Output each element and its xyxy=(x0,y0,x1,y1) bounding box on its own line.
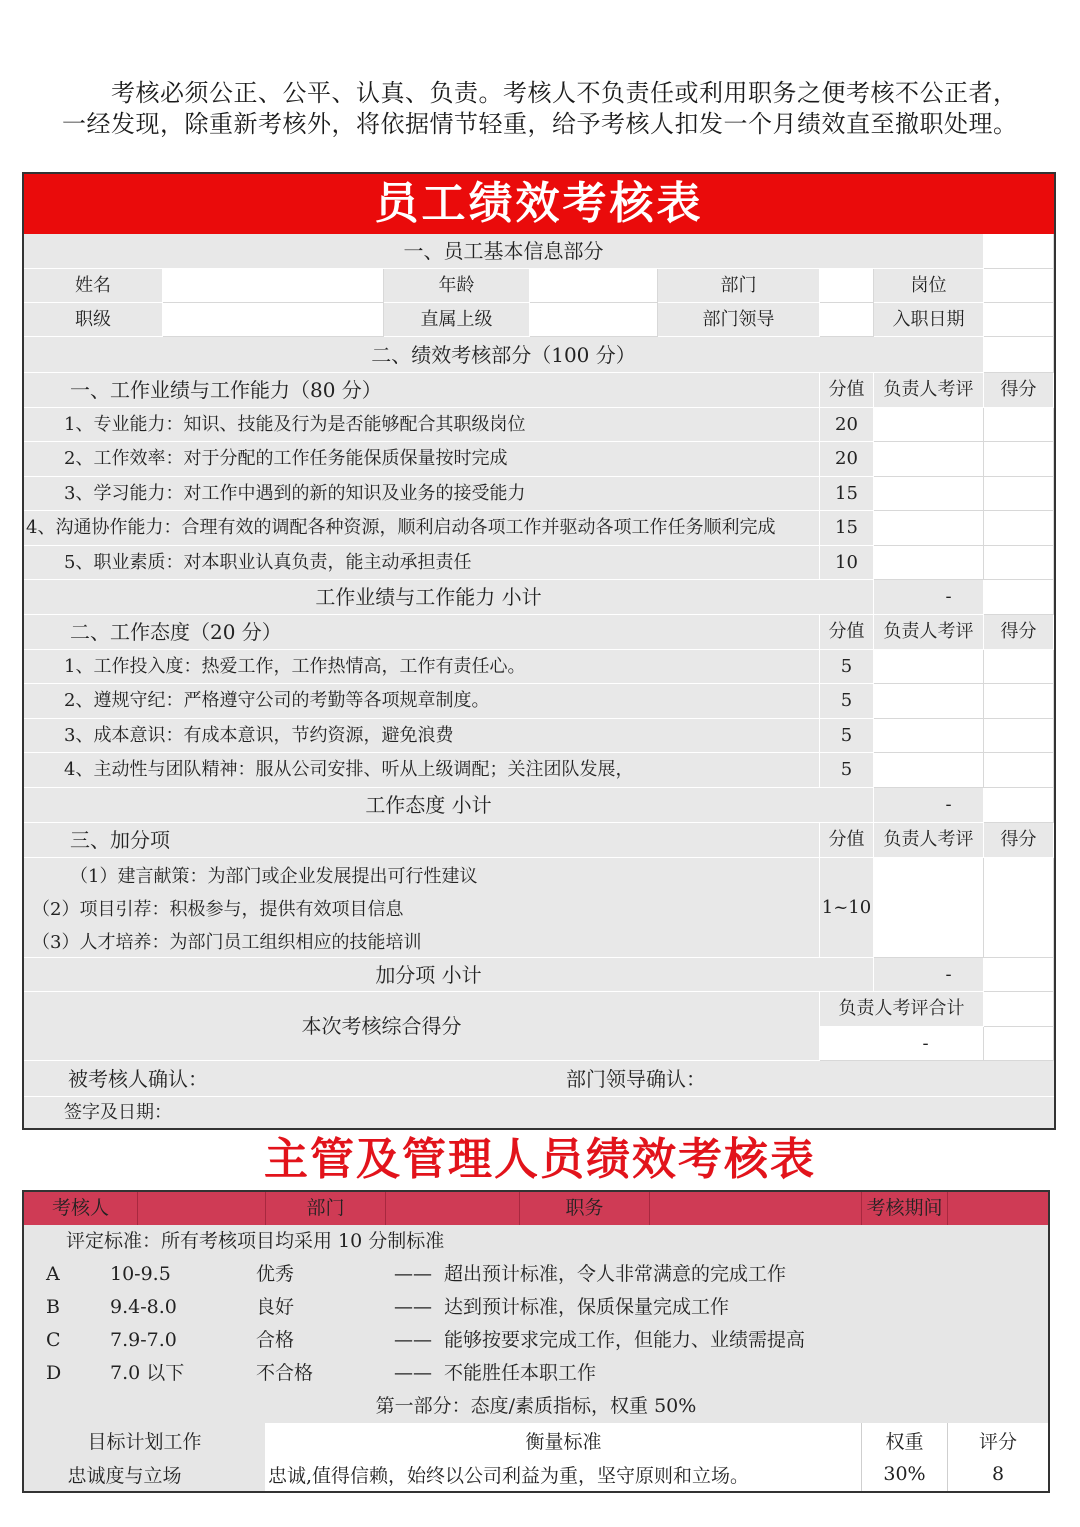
result-input[interactable] xyxy=(984,580,1054,615)
total-review-label: 负责人考评合计 xyxy=(820,992,984,1027)
review-column-header: 负责人考评 xyxy=(874,823,984,858)
group2-header: 二、工作态度（20 分） xyxy=(24,615,820,650)
grade-description: 超出预计标准，令人非常满意的完成工作 xyxy=(444,1263,787,1285)
grade-description: 不能胜任本职工作 xyxy=(444,1362,597,1384)
group1-subtotal-value: - xyxy=(874,580,984,615)
result-column-header: 得分 xyxy=(984,615,1054,650)
department-field[interactable] xyxy=(820,269,874,303)
result-input[interactable] xyxy=(984,511,1054,546)
item-score: 15 xyxy=(820,477,874,511)
item-score: 15 xyxy=(820,511,874,546)
age-field[interactable] xyxy=(530,269,658,303)
dept-leader-label: 部门领导 xyxy=(658,303,820,337)
item-discipline: 2、遵规守纪：严格遵守公司的考勤等各项规章制度。 xyxy=(24,684,820,719)
loyalty-weight: 30% xyxy=(862,1457,948,1491)
grade-description: 达到预计标准，保质保量完成工作 xyxy=(444,1296,730,1318)
review-input[interactable] xyxy=(874,442,984,477)
grade-dash: —— xyxy=(394,1296,432,1318)
grade-range: 7.0 以下 xyxy=(110,1362,185,1384)
table2-header-row xyxy=(24,1192,1048,1225)
bonus-item-referral: （2）项目引荐：积极参与，提供有效项目信息 xyxy=(32,899,404,920)
blank-cell xyxy=(386,1192,520,1225)
item-professional-ability: 1、专业能力：知识、技能及行为是否能够配合其职级岗位 xyxy=(24,408,820,442)
review-input[interactable] xyxy=(874,858,984,958)
blank-cell xyxy=(984,234,1054,269)
grade-name: 优秀 xyxy=(256,1263,295,1285)
group3-header: 三、加分项 xyxy=(24,823,820,858)
item-teamwork: 4、主动性与团队精神：服从公司安排、听从上级调配；关注团队发展， xyxy=(24,753,820,788)
result-input[interactable] xyxy=(984,719,1054,753)
review-input[interactable] xyxy=(874,408,984,442)
hire-date-label: 入职日期 xyxy=(874,303,984,337)
grade-range: 10-9.5 xyxy=(110,1263,171,1285)
result-input[interactable] xyxy=(984,546,1054,580)
review-input[interactable] xyxy=(874,477,984,511)
review-input[interactable] xyxy=(874,753,984,788)
review-column-header: 负责人考评 xyxy=(874,373,984,408)
supervisor-field[interactable] xyxy=(530,303,658,337)
grade-dash: —— xyxy=(394,1362,432,1384)
grade-dash: —— xyxy=(394,1263,432,1285)
result-input[interactable] xyxy=(984,992,1054,1027)
intro-paragraph: 考核必须公正、公平、认真、负责。考核人不负责任或利用职务之便考核不公正者，一经发现，除重新考核外，将依据情节轻重，给予考核人扣发一个月绩效直至撤职处理。 xyxy=(62,79,1018,138)
manager-performance-table xyxy=(22,1190,1050,1493)
supervisor-label: 直属上级 xyxy=(384,303,530,337)
weight-column-header: 权重 xyxy=(862,1423,948,1457)
group1-header: 一、工作业绩与工作能力（80 分） xyxy=(24,373,820,408)
post-label: 岗位 xyxy=(874,269,984,303)
sign-date-label: 签字及日期： xyxy=(24,1097,1054,1128)
grade-range: 7.9-7.0 xyxy=(110,1329,177,1351)
item-score: 5 xyxy=(820,753,874,788)
result-input[interactable] xyxy=(984,442,1054,477)
grade-description: 能够按要求完成工作，但能力、业绩需提高 xyxy=(444,1329,806,1351)
item-communication: 4、沟通协作能力：合理有效的调配各种资源，顺利启动各项工作并驱动各项工作任务顺利完成 xyxy=(24,511,820,546)
table1-title: 员工绩效考核表 xyxy=(24,174,1054,234)
review-input[interactable] xyxy=(874,546,984,580)
department-header: 部门 xyxy=(266,1192,386,1225)
group1-subtotal-label: 工作业绩与工作能力 小计 xyxy=(24,580,874,615)
employee-performance-table xyxy=(22,172,1056,1130)
group3-subtotal-label: 加分项 小计 xyxy=(24,958,874,992)
department-label: 部门 xyxy=(658,269,820,303)
bonus-score: 1~10 xyxy=(820,858,874,958)
name-field[interactable] xyxy=(163,269,384,303)
position-header: 职务 xyxy=(520,1192,650,1225)
loyalty-rating[interactable]: 8 xyxy=(948,1457,1048,1491)
criteria-title: 评定标准：所有考核项目均采用 10 分制标准 xyxy=(66,1230,445,1252)
review-input[interactable] xyxy=(874,719,984,753)
employee-confirm-label: 被考核人确认： xyxy=(24,1061,524,1097)
grade-name: 良好 xyxy=(256,1296,295,1318)
result-column-header: 得分 xyxy=(984,373,1054,408)
score-column-header: 分值 xyxy=(820,823,874,858)
item-score: 5 xyxy=(820,650,874,684)
grade-name: 不合格 xyxy=(256,1362,314,1384)
result-input[interactable] xyxy=(984,408,1054,442)
grade-letter: B xyxy=(46,1296,60,1318)
level-label: 职级 xyxy=(24,303,163,337)
basic-info-section-title: 一、员工基本信息部分 xyxy=(24,234,984,269)
blank-cell xyxy=(650,1192,862,1225)
result-input[interactable] xyxy=(984,858,1054,958)
standard-column-header: 衡量标准 xyxy=(266,1423,862,1457)
group2-subtotal-label: 工作态度 小计 xyxy=(24,788,874,823)
review-input[interactable] xyxy=(874,684,984,719)
item-score: 5 xyxy=(820,719,874,753)
blank-cell xyxy=(138,1192,266,1225)
result-input[interactable] xyxy=(984,958,1054,992)
target-column-header: 目标计划工作 xyxy=(24,1423,266,1457)
group3-subtotal-value: - xyxy=(874,958,984,992)
group2-subtotal-value: - xyxy=(874,788,984,823)
bonus-item-suggestion: （1）建言献策：为部门或企业发展提出可行性建议 xyxy=(70,866,478,887)
item-score: 5 xyxy=(820,684,874,719)
table2-title: 主管及管理人员绩效考核表 xyxy=(264,1134,816,1185)
grade-letter: A xyxy=(46,1263,60,1285)
grade-dash: —— xyxy=(394,1329,432,1351)
rating-column-header: 评分 xyxy=(948,1423,1048,1457)
item-cost-awareness: 3、成本意识：有成本意识，节约资源，避免浪费 xyxy=(24,719,820,753)
result-input[interactable] xyxy=(984,753,1054,788)
score-column-header: 分值 xyxy=(820,373,874,408)
item-engagement: 1、工作投入度：热爱工作，工作热情高，工作有责任心。 xyxy=(24,650,820,684)
total-score-label: 本次考核综合得分 xyxy=(24,992,820,1061)
item-professionalism: 5、职业素质：对本职业认真负责，能主动承担责任 xyxy=(24,546,820,580)
score-column-header: 分值 xyxy=(820,615,874,650)
name-label: 姓名 xyxy=(24,269,163,303)
dept-leader-field[interactable] xyxy=(820,303,874,337)
leader-confirm-label: 部门领导确认： xyxy=(524,1061,1054,1097)
total-review-value: - xyxy=(820,1027,984,1061)
grade-letter: D xyxy=(46,1362,62,1384)
blank-cell xyxy=(948,1192,1048,1225)
result-input[interactable] xyxy=(984,1027,1054,1061)
result-input[interactable] xyxy=(984,788,1054,823)
level-field[interactable] xyxy=(163,303,384,337)
result-input[interactable] xyxy=(984,650,1054,684)
review-input[interactable] xyxy=(874,511,984,546)
grade-range: 9.4-8.0 xyxy=(110,1296,177,1318)
item-score: 20 xyxy=(820,442,874,477)
hire-date-field[interactable] xyxy=(984,303,1054,337)
item-score: 20 xyxy=(820,408,874,442)
age-label: 年龄 xyxy=(384,269,530,303)
post-field[interactable] xyxy=(984,269,1054,303)
performance-section-title: 二、绩效考核部分（100 分） xyxy=(24,337,984,373)
bonus-item-training: （3）人才培养：为部门员工组织相应的技能培训 xyxy=(32,932,422,953)
item-score: 10 xyxy=(820,546,874,580)
loyalty-target: 忠诚度与立场 xyxy=(24,1457,266,1491)
result-input[interactable] xyxy=(984,684,1054,719)
result-input[interactable] xyxy=(984,477,1054,511)
period-header: 考核期间 xyxy=(862,1192,948,1225)
part1-title: 第一部分：态度/素质指标，权重 50% xyxy=(375,1395,697,1417)
loyalty-standard: 忠诚,值得信赖，始终以公司利益为重，坚守原则和立场。 xyxy=(266,1457,862,1491)
item-efficiency: 2、工作效率：对于分配的工作任务能保质保量按时完成 xyxy=(24,442,820,477)
review-input[interactable] xyxy=(874,650,984,684)
grade-letter: C xyxy=(46,1329,61,1351)
assessor-header: 考核人 xyxy=(24,1192,138,1225)
item-learning: 3、学习能力：对工作中遇到的新的知识及业务的接受能力 xyxy=(24,477,820,511)
grade-name: 合格 xyxy=(256,1329,295,1351)
review-column-header: 负责人考评 xyxy=(874,615,984,650)
blank-cell xyxy=(984,337,1054,373)
result-column-header: 得分 xyxy=(984,823,1054,858)
